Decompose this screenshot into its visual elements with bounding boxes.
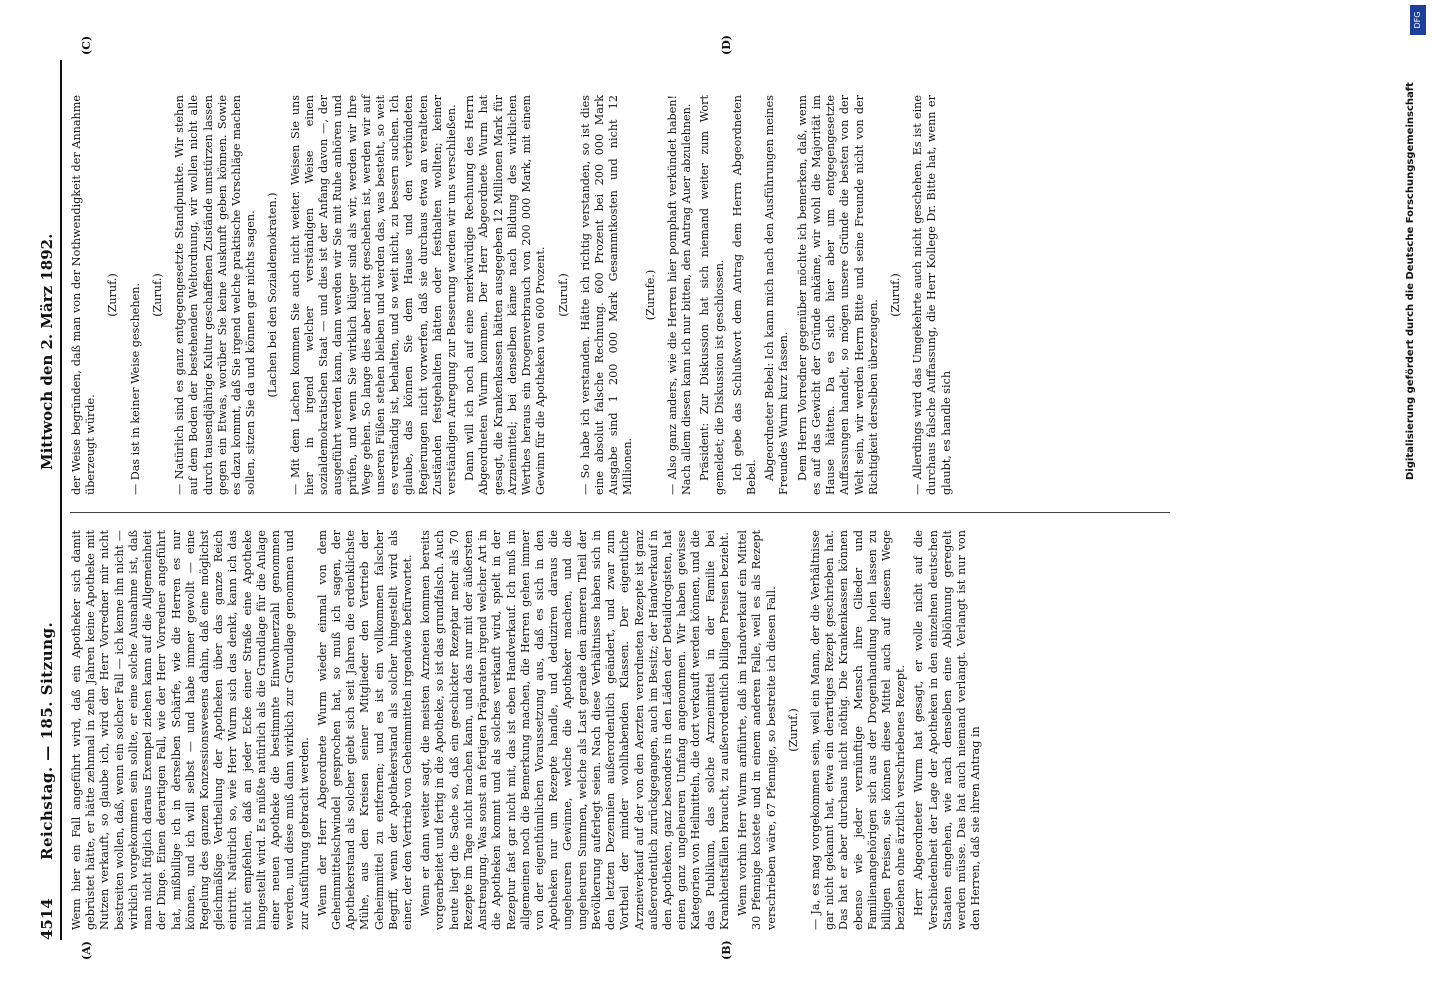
paragraph: Wenn der Herr Abgeordnete Wurm wieder einmal von dem Geheimmittelschwindel gesprochen hat, so muß ich sagen, der Apothekerstand als solcher giebt sich seit Jahren die erdenklichste Mühe, aus den Kreisen seiner Mitglieder den Vertrieb der Geheimmittel zu entfernen; und es ist ein vollkommen falscher Begriff, wenn der Apothekerstand als solcher hingestellt wird als einer, der den Vertrieb von Geheimmitteln irgendwie befürwortet. xyxy=(315,530,415,930)
paragraph: Präsident: Zur Diskussion hat sich niemand weiter zum Wort gemeldet; die Diskussion ist geschlossen. xyxy=(698,95,726,495)
paragraph: — So habe ich verstanden. Hätte ich richtig verstanden, so ist dies eine absolut falsche Rechnung. 600 Prozent bei 200 000 Mark Ausgabe sind 1 200 000 Mark Gesammtkosten und nicht 12 Millionen. xyxy=(578,95,635,495)
paragraph: Wenn er dann weiter sagt, die meisten Arzneien kommen bereits vorgearbeitet und fertig in die Apotheke, so ist das grundfalsch. Auch heute liegt die Sache so, daß ein geschickter Rezeptar mehr als 70 Rezepte im Tage nicht machen kann, und das nur mit der äußersten Anstrengung. Was sonst an fertigen Präparaten irgend welcher Art in die Apotheken kommt und als solches verkauft wird, spielt in der Rezeptur fast gar nicht mit, das ist eben Handverkauf. Ich muß im allgemeinen noch die Bemerkung machen, die Herren gehen immer von der eigenthümlichen Voraussetzung aus, daß es sich in den Apotheken nur um Rezepte handle, und deduziren daraus die ungeheuren Gewinne, welche die Apotheker machen, und die ungeheuren Summen, welche als Last gerade den ärmeren Theil der Bevölkerung auferlegt seien. Nach diese Verhältnisse haben sich in den letzten Dezennien außerordentlich geändert, und zwar zum Vortheil der minder wohlhabenden Klassen. Der eigentliche Arzneiverkauf auf der von den Aerzten verordneten Rezepte ist ganz außerordentlich zurückgegangen, auch im Besitz; der Handverkauf in den Apotheken, ganz besonders in den Läden der Detaildrogisten, hat einen ganz ungeheuren Umfang angenommen. Wir haben gewisse Kategorien von Heilmitteln, die dort verkauft werden können, und die das Publikum, das solche Arzneimittel in der Familie bei Krankheitsfällen braucht, zu außerordentlich billigen Preisen bezieht. xyxy=(419,530,731,930)
margin-marker-a: (A) xyxy=(80,941,93,960)
paragraph: Wenn vorhin Herr Wurm anführte, daß im Handverkauf ein Mittel 30 Pfennige kostete und in einem anderen Falle, weil es als Rezept verschrieben wäre, 67 Pfennige, so bestreite ich diesen Fall. xyxy=(736,530,778,930)
interjection: (Zuruf.) xyxy=(888,273,902,317)
interjection: (Lachen bei den Sozialdemokraten.) xyxy=(266,192,280,398)
interjection: (Zuruf.) xyxy=(786,708,800,752)
interjection: (Zuruf.) xyxy=(556,273,570,317)
dfg-logo: DFG xyxy=(1410,5,1426,35)
paragraph: Herr Abgeordneter Wurm hat gesagt, er wolle nicht auf die Verschiedenheit der Lage der Apotheken in den einzelnen deutschen Staaten eingehen, wie nach denselben eine Ablöhnung geregelt werden müsse. Das hat auch niemand verlangt. Verlangt ist nur von den Herren, daß sie ihren Antrag in xyxy=(912,530,983,930)
paragraph: Abgeordneter Bebel: Ich kann mich nach den Ausführungen meines Freundes Wurm kurz fassen. xyxy=(763,95,791,495)
paragraph: — Also ganz anders, wie die Herren hier pomphaft verkündet haben! Nach allem diesen kann ich nur bitten, den Antrag Auer abzulehnen. xyxy=(665,95,694,495)
interjection: (Zurufe.) xyxy=(643,269,657,321)
right-text-column xyxy=(70,95,1170,495)
page-number: 4514 xyxy=(38,898,56,940)
paragraph: — Natürlich sind es ganz entgegengesetzte Standpunkte. Wir stehen auf dem Boden der bestehenden Weltordnung, wir wollen nicht alle durch tausendjährige Kultur geschaffenen Zustände umstürzen lassen gegen ein Etwas, worüber Sie keine Auskunft geben können. Sowie es dazu kommt, daß Sie irgend welche praktische Vorschläge machen sollen, sitzen Sie da und können gar nichts sagen. xyxy=(173,95,258,495)
paragraph: Dem Herrn Vorredner gegenüber möchte ich bemerken, daß, wenn es auf das Gewicht der Gründe ankäme, wir wohl die Majorität im Hause hätten. Da es sich hier aber um entgegengesetzte Auffassungen handelt, so mögen unsere Gründe die besten von der Welt sein, wir werden Herrn Bitte und seine Freunde nicht von der Richtigkeit derselben überzeugen. xyxy=(795,95,880,495)
column-divider xyxy=(70,512,1170,513)
margin-marker-d: (D) xyxy=(720,35,733,55)
interjection: (Zuruf.) xyxy=(106,273,120,317)
paragraph: der Weise begründen, daß man von der Nothwendigkeit der Annahme überzeugt würde. xyxy=(70,95,98,495)
paragraph: Wenn hier ein Fall angeführt wird, daß ein Apotheker sich damit gebrüstet hätte, er hätte zehnmal in zehn Jahren keine Apotheke mit Nutzen verkauft, so glaube ich, wird der Herr Vorredner mir nicht bestreiten wollen, daß, wenn ein solcher Fall — ich kenne ihn nicht — wirklich vorgekommen sein sollte, er eine solche Ausnahme ist, daß man nicht füglich daraus Exempel ziehen kann auf die Allgemeinheit der Dinge. Einen derartigen Fall, wie der Herr Vorredner angeführt hat, mißbillige ich in derselben Schärfe, wie die Herren es nur können, und ich will selbst — und habe immer gewollt — eine Regelung des ganzen Konzessionswesens dahin, daß eine möglichst gleichmäßige Vertheilung der Apotheken über das ganze Reich eintritt. Natürlich so, wie Herr Wurm sich das denkt, kann ich das nicht empfehlen, daß an jeder Ecke einer Straße eine Apotheke hingestellt wird. Es müßte natürlich als die Grundlage für die Anlage einer neuen Apotheke die bestimmte Einwohnerzahl genommen werden, und diese muß dann wirklich zur Grundlage genommen und zur Ausführung gebracht werden. xyxy=(70,530,311,930)
session-title: Reichstag. — 185. Sitzung. xyxy=(38,621,56,860)
left-text-column xyxy=(70,530,1170,930)
paragraph: — Ja, es mag vorgekommen sein, weil ein Mann, der die Verhältnisse gar nicht gekannt hat, etwa ein derartiges Rezept geschrieben hat. Das hat er aber durchaus nicht nöthig. Die Krankenkassen können ebenso wie jeder vernünftige Mensch ihre Glieder und Familienangehörigen sich aus der Drogenhandlung holen lassen zu billigen Preisen, sie können diese Mittel auch auf diesem Wege beziehen ohne ärztlich verschriebenes Rezept. xyxy=(808,530,908,930)
interjection: (Zuruf.) xyxy=(150,273,164,317)
paragraph: Ich gebe das Schlußwort dem Antrag dem Herrn Abgeordneten Bebel. xyxy=(730,95,758,495)
paragraph: — Mit dem Lachen kommen Sie auch nicht weiter. Weisen Sie uns hier in irgend welcher verständigen Weise einen sozialdemokratischen Staat — und dies ist der Anfang davon —, der ausgeführt werden kann, dann werden wir Sie mit Ruhe anhören und prüfen, und wenn Sie wirklich klüger sind als wir, werden wir Ihre Wege gehen. So lange dies aber nicht geschehen ist, werden wir auf unseren Füßen stehen bleiben und werden das, was besteht, so weit es verständig ist, behalten, und so weit nicht, zu bessern suchen. Ich glaube, das können Sie dem Hause und den verbündeten Regierungen nicht vorwerfen, daß sie durchaus etwa an veralteten Zuständen festgehalten hätten oder festhalten wollten; keiner verständigen Anregung zur Besserung werden wir uns verschließen. xyxy=(288,95,459,495)
margin-marker-c: (C) xyxy=(80,35,93,55)
paragraph: Dann will ich noch auf eine merkwürdige Rechnung des Herrn Abgeordneten Wurm kommen. Der Herr Abgeordnete Wurm hat gesagt, die Krankenkassen hätten ausgegeben 12 Millionen Mark für Arzneimittel; bei denselben käme nach Bildung des wirklichen Werthes heraus ein Drogenverbrauch von 200 000 Mark, mit einem Gewinn für die Apotheken von 600 Prozent. xyxy=(463,95,548,495)
digitization-footer: Digitalisierung gefördert durch die Deutsche Forschungsgemeinschaft xyxy=(1405,82,1416,480)
page-header xyxy=(30,60,62,940)
paragraph: — Das ist in keiner Weise geschehen. xyxy=(128,282,142,495)
margin-marker-b: (B) xyxy=(720,940,733,960)
paragraph: — Allerdings wird das Umgekehrte auch nicht geschehen. Es ist eine durchaus falsche Auffassung, die Herr Kollege Dr. Bitte hat, wenn er glaubt, es handle sich xyxy=(911,95,953,495)
session-date: Mittwoch den 2. März 1892. xyxy=(38,233,56,470)
